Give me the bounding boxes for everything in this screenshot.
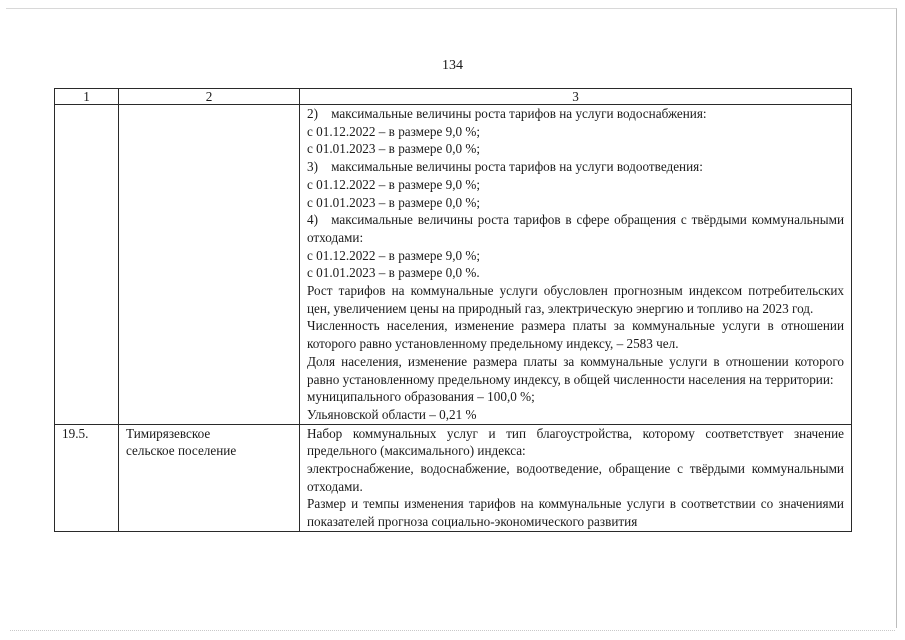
document-table (54, 88, 852, 532)
row-number-cell: 19.5. (55, 424, 119, 531)
description-paragraph: с 01.12.2022 – в размере 9,0 %; (307, 247, 481, 263)
settlement-name-line: Тимирязевское (126, 425, 211, 441)
settlement-name-cell (119, 105, 300, 425)
description-paragraph: с 01.12.2022 – в размере 9,0 %; (307, 123, 481, 139)
description-paragraph: Размер и темпы изменения тарифов на коммунальные услуги в соответствии со значениями показателей прогноза социально-экономического развития (307, 496, 844, 530)
description-paragraph: 3) максимальные величины роста тарифов на услуги водоотведения: (307, 159, 703, 175)
description-paragraph: 2) максимальные величины роста тарифов на услуги водоснабжения: (307, 106, 707, 121)
column-header-1: 1 (55, 89, 119, 105)
settlement-name-line: сельское поселение (126, 443, 237, 459)
description-paragraph: с 01.01.2023 – в размере 0,0 %. (307, 265, 480, 281)
description-paragraph: с 01.01.2023 – в размере 0,0 %; (307, 141, 481, 157)
description-paragraph: 4) максимальные величины роста тарифов в сфере обращения с твёрдыми коммунальными отходами: (307, 212, 844, 245)
column-header-2: 2 (119, 89, 300, 105)
description-paragraph: с 01.01.2023 – в размере 0,0 %; (307, 194, 481, 210)
description-paragraph: с 01.12.2022 – в размере 9,0 %; (307, 176, 481, 192)
description-cell (300, 105, 852, 425)
table-body (55, 105, 852, 532)
column-header-3: 3 (300, 89, 852, 105)
row-number-cell (55, 105, 119, 425)
settlement-name-cell (119, 424, 300, 531)
description-cell (300, 424, 852, 531)
page-number: 134 (442, 58, 463, 73)
table-row (55, 105, 852, 425)
scan-edge (10, 630, 895, 631)
description-paragraph: Ульяновской области – 0,21 % (307, 406, 477, 422)
description-paragraph: электроснабжение, водоснабжение, водоотведение, обращение с твёрдыми коммунальными отходами. (307, 461, 844, 494)
description-paragraph: Численность населения, изменение размера платы за коммунальные услуги в отношении которого равно установленному предельному индексу, – 2583 чел. (307, 318, 844, 352)
description-paragraph: Набор коммунальных услуг и тип благоустройства, которому соответствует значение предельного (максимального) индекса: (307, 425, 844, 459)
description-paragraph: Доля населения, изменение размера платы за коммунальные услуги в отношении которого равно установленному предельному индексу, в общей численности населения на территории: (307, 353, 844, 387)
table-row (55, 424, 852, 531)
description-paragraph: муниципального образования – 100,0 %; (307, 389, 535, 405)
description-paragraph: Рост тарифов на коммунальные услуги обусловлен прогнозным индексом потребительских цен, увеличением цены на природный газ, электрическую энергию и топливо на 2023 год. (307, 283, 844, 316)
header-row (55, 89, 852, 105)
